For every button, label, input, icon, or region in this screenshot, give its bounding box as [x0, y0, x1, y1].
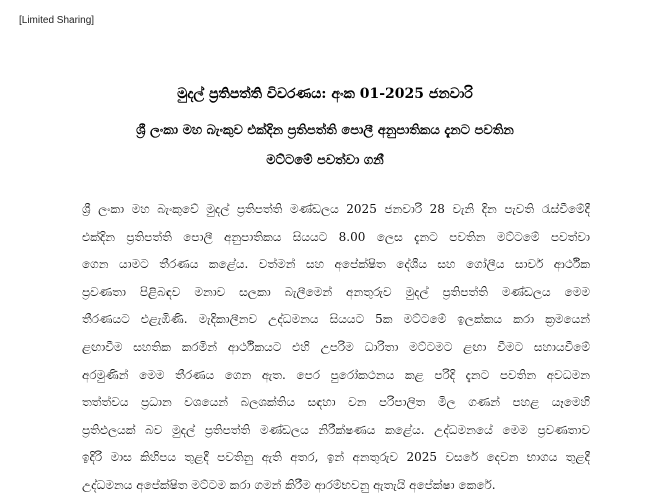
paragraph-line: ඉදිරි මාස කිහිපය තුළදී පවතිනු ඇති අතර, ඉන් අනතුරුව 2025 වසරේ දෙවන භාගය තුළදී: [82, 450, 590, 465]
paragraph-line: උද්ධමනය අපේක්ෂිත මට්ටම කරා ගමන් කිරීම ආරම්භවනු ඇතැයි අපේක්ෂා කෙරේ.: [82, 477, 496, 492]
document-subtitle-line-1: ශ්‍රී ලංකා මහ බැංකුව එක්දින ප්‍රතිපත්ති පොලී අනුපාතිකය දැනට පවතින: [136, 123, 514, 138]
document-title: මුදල් ප්‍රතිපත්ති විවරණය: අංක 01-2025 ජනවාරි: [177, 86, 473, 102]
paragraph-line: ශ්‍රී ලංකා මහ බැංකුවේ මුදල් ප්‍රතිපත්ති මණ්ඩලය 2025 ජනවාරි 28 වැනි දින පැවති රැස්වීමේදී: [82, 202, 590, 216]
sharing-classification-label: [Limited Sharing]: [19, 15, 95, 26]
paragraph-line: ගෙන යාමට තීරණය කළේය. වත්මන් සහ අපේක්ෂිත දේශීය සහ ගෝලීය සාර්ව ආර්ථික: [82, 257, 590, 272]
paragraph-line: අරමුණින් මෙම තීරණය ගෙන ඇත. පෙර පුරෝකථනය කළ පරිදි දැනට පවතින අවධමන: [82, 367, 590, 382]
paragraph-line: එක්දින ප්‍රතිපත්ති පොලී අනුපාතිකය සියයට 8.00 ලෙස දැනට පවතින මට්ටමේ පවත්වා: [82, 229, 590, 244]
paragraph-line: තීරණයට එළැඹිණි. මැදිකාලීනව උද්ධමනය සියයට 5ක මට්ටමේ ඉලක්කය කරා ක්‍රමයෙන්: [82, 312, 590, 327]
body-paragraph: [82, 196, 590, 500]
paragraph-line: තත්ත්වය ප්‍රධාන වශයෙන් බලශක්තිය සඳහා වන පරිපාලිත මිල ගණන් පහළ යෑමෙහි: [82, 395, 590, 410]
document-subtitle-line-2: මට්ටමේ පවත්වා ගනී: [266, 153, 384, 168]
paragraph-line: ළඟාවීම සහතික කරමින් ආර්ථිකයට එහි උපරිම ධාරිතා මට්ටමට ළඟා වීමට සහායවීමේ: [82, 339, 590, 354]
paragraph-line: ප්‍රවණතා පිළිබඳව මනාව සලකා බැලීමෙන් අනතුරුව මුදල් ප්‍රතිපත්ති මණ්ඩලය මෙම: [82, 284, 590, 299]
paragraph-line: ප්‍රතිඵලයක් බව මුදල් ප්‍රතිපත්ති මණ්ඩලය නිරීක්ෂණය කළේය. උද්ධමනයේ මෙම ප්‍රවණතාව: [82, 422, 590, 437]
